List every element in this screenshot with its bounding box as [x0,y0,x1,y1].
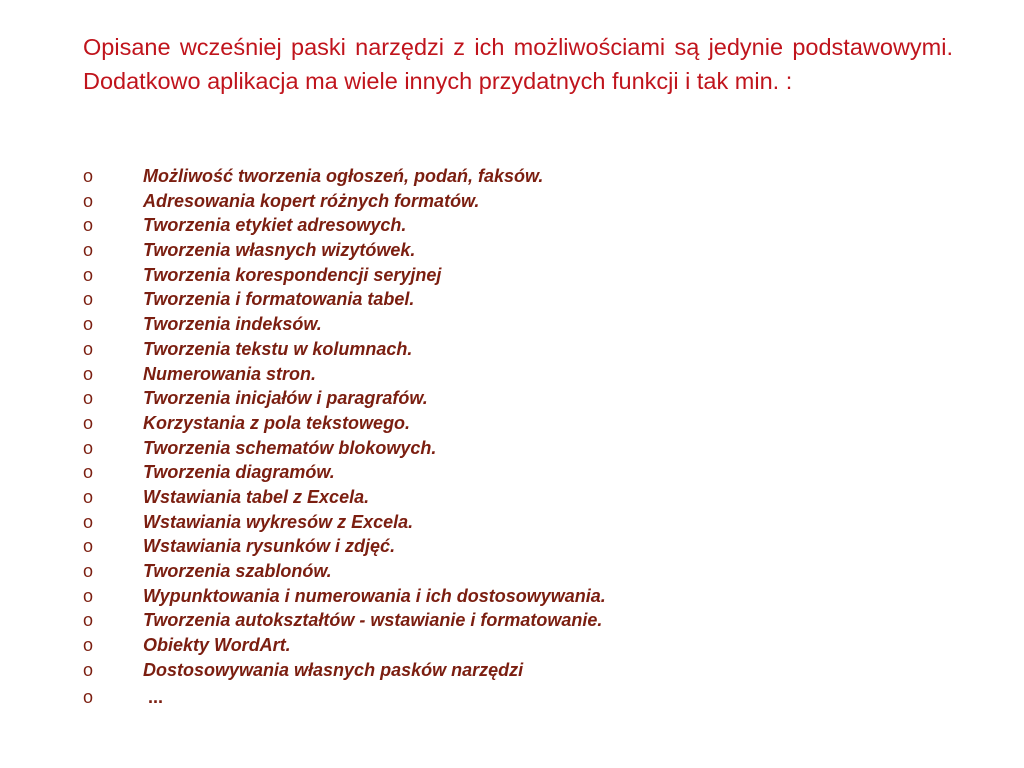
feature-label: Obiekty WordArt. [143,635,291,656]
bullet-icon: o [83,314,94,335]
bullet-icon: o [83,536,94,557]
feature-item [83,610,963,635]
feature-label: Tworzenia szablonów. [143,561,332,581]
feature-item [83,215,963,240]
feature-list [83,166,963,712]
feature-item [83,240,963,265]
bullet-icon: o [83,289,94,310]
feature-label: Tworzenia diagramów. [143,462,335,483]
feature-item [83,289,963,314]
bullet-icon: o [83,388,94,409]
feature-label: Tworzenia etykiet adresowych. [143,215,407,236]
feature-item [83,586,963,611]
bullet-icon: o [83,511,94,532]
bullet-icon: o [83,215,94,236]
feature-item [83,487,963,512]
feature-label: Tworzenia tekstu w kolumnach. [143,338,413,359]
bullet-icon: o [83,610,94,631]
feature-label: Wstawiania tabel z Excela. [143,486,370,507]
bullet-icon: o [83,561,94,581]
feature-label: Tworzenia korespondencji seryjnej [143,264,442,285]
feature-label: Numerowania stron. [143,363,317,384]
feature-item [83,561,963,586]
feature-label: Wstawiania wykresów z Excela. [143,511,414,532]
feature-item [83,413,963,438]
feature-label: Możliwość tworzenia ogłoszeń, podań, faksów. [143,166,544,186]
feature-item [83,438,963,463]
bullet-icon: o [83,585,94,606]
bullet-icon: o [83,363,94,384]
feature-label: Adresowania kopert różnych formatów. [143,190,480,211]
bullet-icon: o [83,240,94,261]
feature-item [83,536,963,561]
feature-item [83,265,963,290]
feature-item [83,314,963,339]
bullet-icon: o [83,190,94,211]
feature-item [83,364,963,389]
feature-label: Wypunktowania i numerowania i ich dostosowywania. [143,585,606,606]
feature-label: Tworzenia indeksów. [143,314,322,335]
feature-label-ellipsis: ... [148,687,164,708]
intro-paragraph: Opisane wcześniej paski narzędzi z ich możliwościami są jedynie podstawowymi. Dodatkowo aplikacja ma wiele innych przydatnych funkcji i tak min. : [83,34,953,94]
feature-label: Tworzenia i formatowania tabel. [143,289,415,310]
feature-item [83,191,963,216]
bullet-icon: o [83,412,94,433]
bullet-icon: o [83,264,94,285]
feature-label: Korzystania z pola tekstowego. [143,412,411,433]
feature-item [83,512,963,537]
feature-item [83,339,963,364]
bullet-icon: o [83,486,94,507]
feature-label: Dostosowywania własnych pasków narzędzi [143,659,524,680]
bullet-icon: o [83,166,94,186]
feature-item [83,635,963,660]
bullet-icon: o [83,437,94,458]
feature-item [83,462,963,487]
feature-label: Wstawiania rysunków i zdjęć. [143,536,396,557]
bullet-icon: o [83,687,94,708]
feature-item [83,660,963,685]
feature-item [83,388,963,413]
feature-item [83,166,963,191]
bullet-icon: o [83,659,94,680]
bullet-icon: o [83,462,94,483]
feature-label: Tworzenia autokształtów - wstawianie i formatowanie. [143,610,603,631]
feature-label: Tworzenia inicjałów i paragrafów. [143,388,428,409]
feature-label: Tworzenia własnych wizytówek. [143,240,416,261]
bullet-icon: o [83,338,94,359]
feature-label: Tworzenia schematów blokowych. [143,437,437,458]
bullet-icon: o [83,635,94,656]
feature-item-ellipsis [83,687,963,712]
